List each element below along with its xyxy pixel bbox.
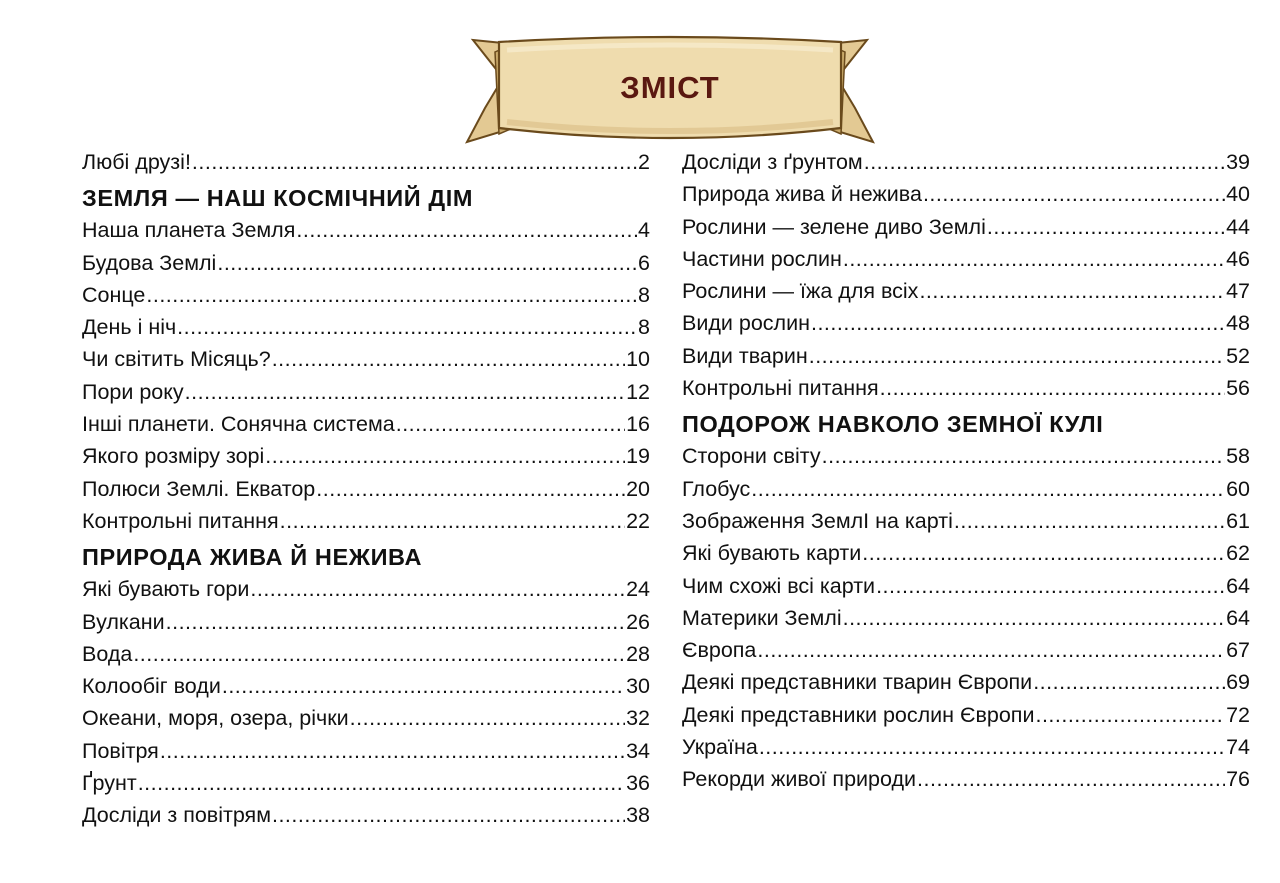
dot-leader [876,570,1225,602]
toc-entry-page: 20 [626,476,650,501]
toc-entry[interactable] [82,343,650,375]
toc-entry-page: 60 [1226,476,1250,501]
toc-entry[interactable] [682,731,1250,763]
toc-entry-title: Чим схожі всі карти [682,573,876,598]
dot-leader [265,440,625,472]
toc-entry-title: Материки Землі [682,605,842,630]
toc-entry-page: 36 [626,771,650,796]
toc-entry-page: 28 [626,641,650,666]
dot-leader [1033,666,1225,698]
toc-entry-page: 47 [1226,279,1250,304]
toc-entry-page: 26 [626,609,650,634]
toc-entry-page: 52 [1226,343,1250,368]
toc-entry-title: Види тварин [682,343,808,368]
section-heading: ПРИРОДА ЖИВА Й НЕЖИВА [82,544,423,571]
toc-entry[interactable] [682,699,1250,731]
toc-entry-page: 8 [638,282,650,307]
toc-entry-title: Ґрунт [82,771,137,796]
toc-entry-page: 8 [638,315,650,340]
toc-entry-title: Частини рослин [682,246,842,271]
toc-entry-title: Рослини — зелене диво Землі [682,214,986,239]
toc-entry[interactable] [682,473,1250,505]
toc-entry-page: 69 [1226,670,1250,695]
toc-right-column [682,146,1250,796]
toc-entry[interactable] [82,473,650,505]
toc-entry[interactable] [82,735,650,767]
toc-entry-title: Європа [682,638,757,663]
toc-entry[interactable] [82,408,650,440]
dot-leader [280,505,625,537]
toc-entry-title: Досліди з ґрунтом [682,150,863,174]
dot-leader [954,505,1225,537]
toc-entry-page: 64 [1226,573,1250,598]
toc-left-column [82,146,650,832]
toc-entry-title: Рослини — їжа для всіх [682,279,919,304]
dot-leader [923,178,1225,210]
toc-entry-title: Досліди з повітрям [82,803,271,828]
toc-entry-title: Наша планета Земля [82,218,296,243]
toc-entry-page: 67 [1226,638,1250,663]
toc-entry-page: 4 [638,218,650,243]
toc-entry-page: 46 [1226,246,1250,271]
toc-entry-page: 10 [626,347,650,372]
toc-entry-page: 32 [626,706,650,731]
toc-entry[interactable] [682,666,1250,698]
toc-entry-title: Які бувають карти [682,541,862,566]
toc-entry[interactable] [82,606,650,638]
dot-leader [192,146,637,178]
toc-entry-title: Які бувають гори [82,577,250,602]
toc-entry-page: 2 [638,150,650,174]
dot-leader [146,279,637,311]
toc-entry-title: Інші планети. Сонячна система [82,412,395,437]
toc-entry-page: 72 [1226,702,1250,727]
toc-entry[interactable] [682,570,1250,602]
dot-leader [296,214,637,246]
toc-entry-page: 74 [1226,735,1250,760]
toc-entry[interactable] [82,247,650,279]
toc-entry[interactable] [82,505,650,537]
toc-entry-page: 34 [626,738,650,763]
toc-entry-title: Вода [82,641,133,666]
toc-entry[interactable] [82,279,650,311]
toc-entry-title: Контрольні питання [682,376,879,401]
dot-leader [133,638,625,670]
dot-leader [759,731,1225,763]
dot-leader [919,275,1225,307]
toc-entry-page: 22 [626,508,650,533]
toc-entry-title: Зображення ЗемлІ на карті [682,508,953,533]
toc-entry[interactable] [82,670,650,702]
toc-entry[interactable] [682,243,1250,275]
toc-entry[interactable] [82,376,650,408]
toc-entry[interactable] [682,602,1250,634]
dot-leader [250,573,625,605]
toc-entry[interactable] [682,372,1250,404]
toc-entry-title: Вулкани [82,609,165,634]
toc-entry-title: Полюси Землі. Екватор [82,476,316,501]
toc-entry-title: Глобус [682,476,751,501]
dot-leader [350,702,625,734]
toc-entry[interactable] [82,440,650,472]
dot-leader [917,763,1225,795]
toc-entry-page: 56 [1226,376,1250,401]
toc-entry-page: 39 [1226,150,1250,174]
title-banner [455,30,885,150]
toc-entry-page: 76 [1226,767,1250,792]
toc-entry-title: Сонце [82,282,146,307]
toc-entry[interactable] [682,634,1250,666]
toc-entry-page: 48 [1226,311,1250,336]
dot-leader [880,372,1225,404]
toc-entry-title: Україна [682,735,758,760]
toc-entry-title: Деякі представники рослин Європи [682,702,1035,727]
toc-entry-page: 58 [1226,444,1250,469]
dot-leader [222,670,625,702]
toc-entry-page: 16 [626,412,650,437]
toc-entry[interactable] [82,767,650,799]
toc-entry-title: Природа жива й нежива [682,182,922,207]
toc-entry-title: Пори року [82,379,184,404]
dot-leader [396,408,625,440]
toc-entry[interactable] [82,311,650,343]
toc-entry-page: 64 [1226,605,1250,630]
toc-entry-page: 6 [638,250,650,275]
toc-entry[interactable] [682,146,1250,178]
dot-leader [843,602,1225,634]
dot-leader [177,311,637,343]
dot-leader [272,799,625,831]
toc-entry[interactable] [82,638,650,670]
dot-leader [1035,699,1225,731]
toc-entry-title: Рекорди живої природи [682,767,917,792]
toc-entry-title: Любі друзі! [82,150,191,174]
dot-leader [160,735,625,767]
toc-entry-page: 19 [626,444,650,469]
toc-entry-page: 12 [626,379,650,404]
toc-entry[interactable] [82,702,650,734]
toc-entry-page: 44 [1226,214,1250,239]
toc-entry-title: Якого розміру зорі [82,444,265,469]
toc-entry[interactable] [682,178,1250,210]
toc-entry[interactable] [82,146,650,178]
dot-leader [316,473,625,505]
toc-entry-page: 24 [626,577,650,602]
toc-entry[interactable] [682,537,1250,569]
toc-entry-title: Океани, моря, озера, річки [82,706,349,731]
dot-leader [217,247,637,279]
toc-entry-title: Повітря [82,738,159,763]
toc-entry-title: Контрольні питання [82,508,279,533]
dot-leader [864,146,1225,178]
toc-entry[interactable] [682,211,1250,243]
dot-leader [138,767,625,799]
toc-entry-page: 61 [1226,508,1250,533]
section-heading: ЗЕМЛЯ — НАШ КОСМІЧНИЙ ДІМ [82,185,474,212]
dot-leader [809,340,1225,372]
toc-entry[interactable] [682,505,1250,537]
toc-entry-page: 38 [626,803,650,828]
dot-leader [272,343,625,375]
toc-entry-title: Чи світить Місяць? [82,347,271,372]
toc-entry-title: День і ніч [82,315,177,340]
toc-entry-title: Колообіг води [82,674,221,699]
toc-entry[interactable] [682,440,1250,472]
toc-entry-title: Види рослин [682,311,810,336]
dot-leader [987,211,1225,243]
toc-entry-page: 40 [1226,182,1250,207]
toc-entry[interactable] [82,573,650,605]
toc-entry-page: 30 [626,674,650,699]
toc-entry-title: Сторони світу [682,444,821,469]
toc-entry-title: Деякі представники тварин Європи [682,670,1033,695]
toc-entry-title: Будова Землі [82,250,217,275]
section-heading: ПОДОРОЖ НАВКОЛО ЗЕМНОЇ КУЛІ [682,411,1104,438]
dot-leader [185,376,625,408]
dot-leader [757,634,1225,666]
dot-leader [811,307,1225,339]
dot-leader [751,473,1225,505]
dot-leader [862,537,1225,569]
toc-entry[interactable] [682,340,1250,372]
toc-entry[interactable] [82,214,650,246]
dot-leader [822,440,1225,472]
toc-entry[interactable] [682,763,1250,795]
toc-entry-page: 62 [1226,541,1250,566]
toc-entry[interactable] [82,799,650,831]
dot-leader [166,606,625,638]
page-title: ЗМІСТ [620,70,720,105]
dot-leader [843,243,1225,275]
toc-entry[interactable] [682,307,1250,339]
toc-entry[interactable] [682,275,1250,307]
